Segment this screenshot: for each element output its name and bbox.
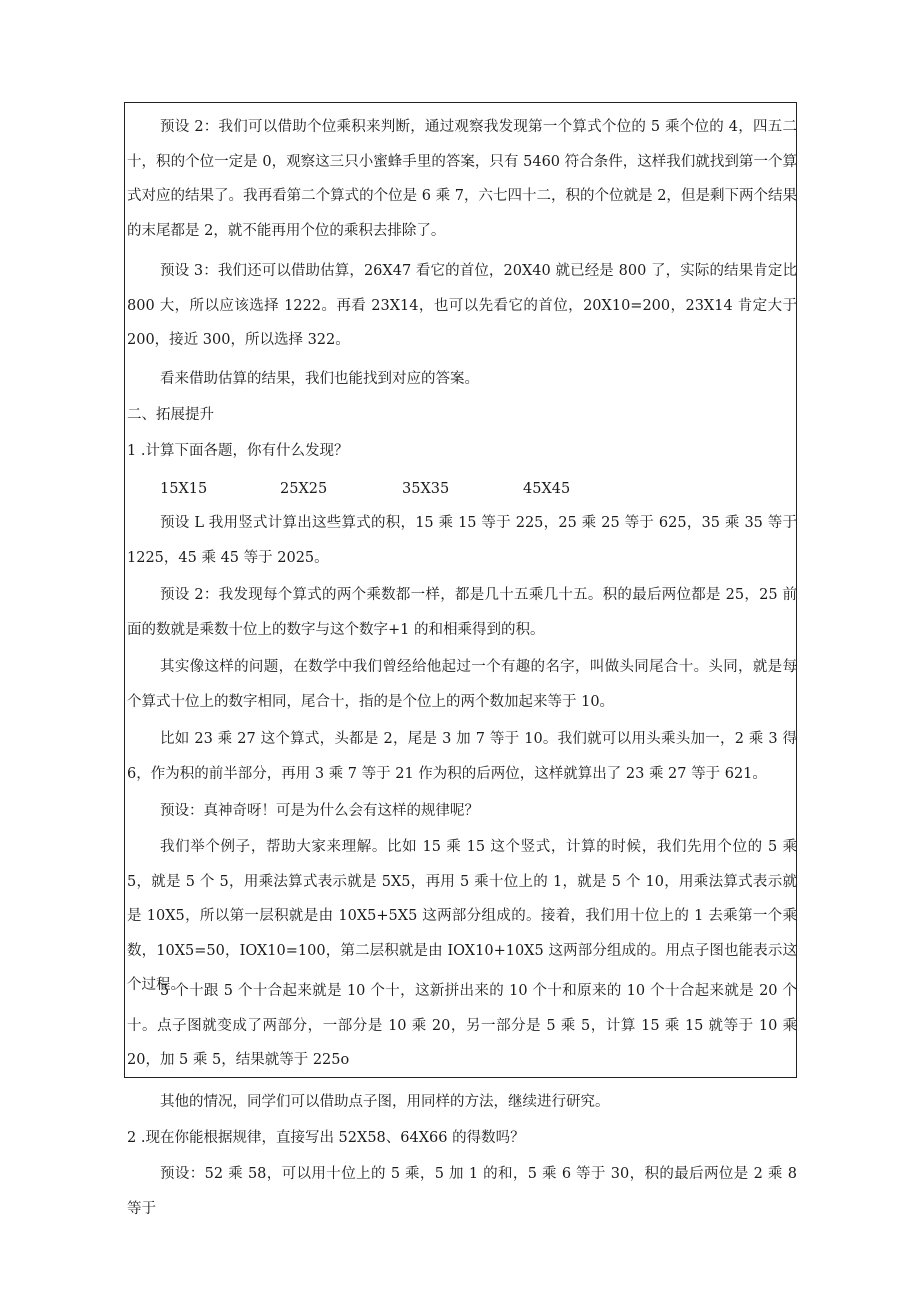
paragraph-head-same-tail-ten: 其实像这样的问题，在数学中我们曾经给他起过一个有趣的名字，叫做头同尾合十。头同，就是每个算式十位上的数字相同，尾合十，指的是个位上的两个数加起来等于 10。 bbox=[127, 659, 797, 710]
question-1: 1 .计算下面各题，你有什么发现？ bbox=[127, 443, 349, 459]
problem-item: 15X15 bbox=[160, 481, 208, 497]
paragraph-example-15x15: 我们举个例子，帮助大家来理解。比如 15 乘 15 这个竖式，计算的时候，我们先用个位的 5 乘 5，就是 5 个 5，用乘法算式表示就是 5X5，再用 5 乘十位上的 1，就是 5 个 10，用乘法算式表示就是 10X5，所以第一层积就是由 10X5+5X5 这两部分组成的。接着，我们用十位上的 1 去乘第一个乘数，10X5=50，IOX10=100，第二层积就是由 IOX10+10X5 这两部分组成的。用点子图也能表示这个过程。 bbox=[127, 839, 797, 993]
problem-item: 25X25 bbox=[280, 481, 328, 497]
paragraph-preset-52x58: 预设：52 乘 58，可以用十位上的 5 乘，5 加 1 的和，5 乘 6 等于 30，积的最后两位是 2 乘 8 等于 bbox=[127, 1166, 797, 1217]
paragraph-other-cases: 其他的情况，同学们可以借助点子图，用同样的方法，继续进行研究。 bbox=[160, 1094, 610, 1110]
problem-item: 35X35 bbox=[402, 481, 450, 497]
problem-item: 45X45 bbox=[523, 481, 571, 497]
section-heading-extension: 二、拓展提升 bbox=[127, 407, 214, 423]
problem-row bbox=[160, 474, 760, 504]
paragraph-preset-1-results: 预设 L 我用竖式计算出这些算式的积，15 乘 15 等于 225，25 乘 25 等于 625，35 乘 35 等于 1225，45 乘 45 等于 2025。 bbox=[127, 515, 797, 566]
paragraph-preset-2-ones: 预设 2：我们可以借助个位乘积来判断，通过观察我发现第一个算式个位的 5 乘个位的 4，四五二十，积的个位一定是 0，观察这三只小蜜蜂手里的答案，只有 5460 符合条件，这样我们就找到第一个算式对应的结果了。我再看第二个算式的个位是 6 乘 7，六七四十二，积的个位就是 2，但是剩下两个结果的末尾都是 2，就不能再用个位的乘积去排除了。 bbox=[127, 119, 797, 239]
paragraph-preset-question: 预设：真神奇呀！可是为什么会有这样的规律呢？ bbox=[160, 803, 479, 819]
paragraph-preset-2-pattern: 预设 2：我发现每个算式的两个乘数都一样，都是几十五乘几十五。积的最后两位都是 25，25 前面的数就是乘数十位上的数字与这个数字+1 的和相乘得到的积。 bbox=[127, 587, 797, 638]
paragraph-dot-diagram: 5 个十跟 5 个十合起来就是 10 个十，这新拼出来的 10 个十和原来的 10 个十合起来就是 20 个十。点子图就变成了两部分，一部分是 10 乘 20，另一部分是 5 乘 5，计算 15 乘 15 就等于 10 乘 20，加 5 乘 5，结果就等于 225o bbox=[127, 983, 797, 1068]
question-2: 2 .现在你能根据规律，直接写出 52X58、64X66 的得数吗？ bbox=[127, 1130, 525, 1146]
paragraph-preset-3-estimate: 预设 3：我们还可以借助估算，26X47 看它的首位，20X40 就已经是 800 了，实际的结果肯定比 800 大，所以应该选择 1222。再看 23X14，也可以先看它的首位，20X10=200，23X14 肯定大于 200，接近 300，所以选择 322。 bbox=[127, 263, 797, 348]
paragraph-estimate-conclusion: 看来借助估算的结果，我们也能找到对应的答案。 bbox=[160, 371, 479, 387]
paragraph-example-23x27: 比如 23 乘 27 这个算式，头都是 2，尾是 3 加 7 等于 10。我们就可以用头乘头加一，2 乘 3 得 6，作为积的前半部分，再用 3 乘 7 等于 21 作为积的后两位，这样就算出了 23 乘 27 等于 621。 bbox=[127, 731, 797, 782]
